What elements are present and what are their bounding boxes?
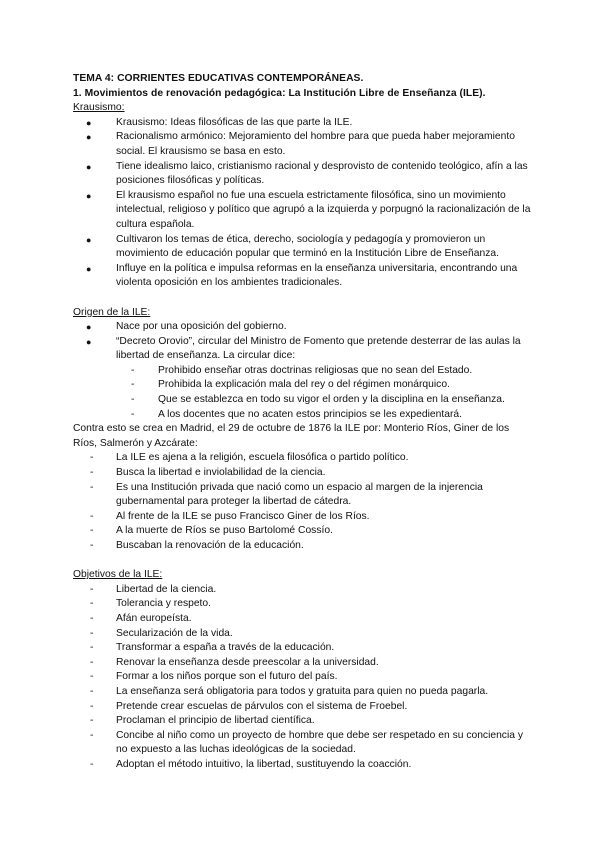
list-item: ● Krausismo: Ideas filosóficas de las que parte la ILE. bbox=[73, 116, 533, 131]
origen-list bbox=[73, 320, 533, 364]
krausismo-list bbox=[73, 116, 533, 291]
list-item: - Prohibida la explicación mala del rey o del régimen monárquico. bbox=[73, 378, 533, 393]
dash-icon: - bbox=[90, 540, 94, 551]
bullet-icon: ● bbox=[86, 234, 92, 245]
dash-icon: - bbox=[90, 715, 94, 727]
dash-icon: - bbox=[90, 671, 94, 683]
objetivos-list bbox=[73, 583, 533, 773]
bullet-icon: ● bbox=[86, 190, 92, 201]
list-item: - Adoptan el método intuitivo, la libertad, sustituyendo la coacción. bbox=[73, 758, 533, 773]
list-item: - Afán europeísta. bbox=[73, 612, 533, 627]
origen-paragraph: Contra esto se crea en Madrid, el 29 de octubre de 1876 la ILE por: Monterio Ríos, Giner de los Ríos, Salmerón y Azcárate: bbox=[73, 423, 510, 449]
list-item: - Busca la libertad e inviolabilidad de la ciencia. bbox=[73, 466, 533, 481]
dash-icon: - bbox=[90, 627, 94, 639]
dash-icon: - bbox=[90, 583, 94, 595]
section-heading: 1. Movimientos de renovación pedagógica: La Institución Libre de Enseñanza (ILE). bbox=[73, 87, 486, 99]
dash-icon: - bbox=[90, 656, 94, 668]
list-item: - La ILE es ajena a la religión, escuela filosófica o partido político. bbox=[73, 451, 533, 466]
dash-icon: - bbox=[131, 379, 135, 391]
list-item: - Libertad de la ciencia. bbox=[73, 583, 533, 598]
list-item: - Concibe al niño como un proyecto de hombre que debe ser respetado en su conciencia y no expuesto a las luchas ideológicas de la sociedad. bbox=[90, 729, 523, 756]
list-item: - Proclaman el principio de libertad científica. bbox=[73, 714, 533, 729]
list-item: - Prohibido enseñar otras doctrinas religiosas que no sean del Estado. bbox=[73, 364, 533, 379]
list-item: - Que se establezca en todo su vigor el orden y la disciplina en la enseñanza. bbox=[73, 393, 533, 408]
list-item: ● “Decreto Orovio”, circular del Ministro de Fomento que pretende desterrar de las aulas la libertad de enseñanza. La circular dice: bbox=[86, 335, 521, 362]
krausismo-title: Krausismo: bbox=[73, 102, 125, 114]
list-item: - Pretende crear escuelas de párvulos con el sistema de Froebel. bbox=[73, 700, 533, 715]
list-item: - Renovar la enseñanza desde preescolar a la universidad. bbox=[73, 656, 533, 671]
dash-icon: - bbox=[131, 394, 135, 406]
dash-icon: - bbox=[90, 758, 94, 770]
dash-icon: - bbox=[90, 685, 94, 697]
list-item: - Tolerancia y respeto. bbox=[73, 597, 533, 612]
dash-icon: - bbox=[131, 408, 135, 420]
bullet-icon: ● bbox=[86, 161, 92, 172]
dash-icon: - bbox=[90, 642, 94, 654]
list-item: ● Racionalismo armónico: Mejoramiento del hombre para que pueda haber mejoramiento social. El krausismo se basa en esto. bbox=[86, 131, 515, 157]
dash-icon: - bbox=[90, 612, 94, 624]
list-item: - Secularización de la vida. bbox=[73, 627, 533, 642]
bullet-icon: ● bbox=[86, 263, 92, 274]
list-item: ● Nace por una oposición del gobierno. bbox=[73, 320, 533, 335]
dash-icon: - bbox=[90, 452, 94, 464]
list-item: ● Influye en la política e impulsa reformas en la enseñanza universitaria, encontrando una violenta oposición en los ambientes tradicionales. bbox=[86, 262, 518, 289]
bullet-icon: ● bbox=[86, 322, 92, 333]
list-item: ● El krausismo español no fue una escuela estrictamente filosófica, sino un movimiento intelectual, religioso y político que agrupó a la izquierda y porpugnó la racionalización de la cultura española. bbox=[86, 189, 531, 230]
list-item: - Formar a los niños porque son el futuro del país. bbox=[73, 670, 533, 685]
document-body bbox=[73, 72, 533, 773]
ile-facts-list bbox=[73, 451, 533, 553]
bullet-icon: ● bbox=[86, 336, 92, 347]
objetivos-title: Objetivos de la ILE: bbox=[73, 569, 163, 581]
list-item: - A la muerte de Ríos se puso Bartolomé Cossío. bbox=[73, 524, 533, 539]
bullet-icon: ● bbox=[86, 132, 92, 143]
list-item: - Buscaban la renovación de la educación. bbox=[73, 539, 533, 554]
list-item: ● Tiene idealismo laico, cristianismo racional y desprovisto de contenido teológico, afín a las posiciones filosóficas y políticas. bbox=[86, 160, 528, 187]
list-item: - A los docentes que no acaten estos principios se les expedientará. bbox=[73, 408, 533, 423]
dash-icon: - bbox=[90, 467, 94, 479]
list-item: - Es una Institución privada que nació como un espacio al margen de la injerencia gubernamental para proteger la libertad de cátedra. bbox=[90, 481, 483, 508]
dash-icon: - bbox=[90, 525, 94, 537]
list-item: - Al frente de la ILE se puso Francisco Giner de los Ríos. bbox=[73, 510, 533, 525]
dash-icon: - bbox=[90, 598, 94, 610]
list-item: - Transformar a españa a través de la educación. bbox=[73, 641, 533, 656]
origen-title: Origen de la ILE: bbox=[73, 306, 151, 318]
bullet-icon: ● bbox=[86, 117, 92, 128]
document-heading: TEMA 4: CORRIENTES EDUCATIVAS CONTEMPORÁNEAS. bbox=[73, 73, 364, 84]
circular-list bbox=[73, 364, 533, 422]
dash-icon: - bbox=[90, 729, 94, 741]
list-item: - La enseñanza será obligatoria para todos y gratuita para quien no pueda pagarla. bbox=[73, 685, 533, 700]
dash-icon: - bbox=[131, 364, 135, 376]
list-item: ● Cultivaron los temas de ética, derecho, sociología y pedagogía y promovieron un movimiento de educación popular que terminó en la Institución Libre de Enseñanza. bbox=[86, 233, 499, 260]
dash-icon: - bbox=[90, 510, 94, 522]
dash-icon: - bbox=[90, 481, 94, 493]
dash-icon: - bbox=[90, 700, 94, 712]
